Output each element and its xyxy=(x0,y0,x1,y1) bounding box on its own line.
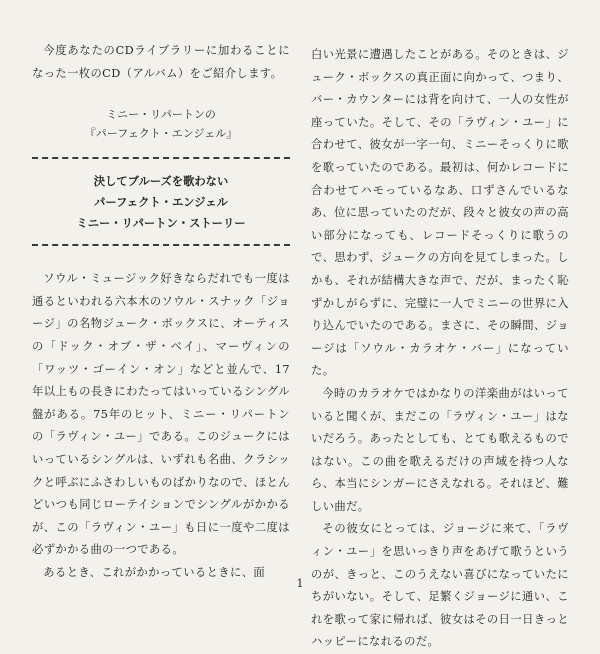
body-paragraph: 白い光景に遭遇したことがある。そのときは、ジューク・ボックスの真正面に向かって、つまり、バー・カウンターには背を向けて、一人の女性が座っていた。そして、その「ラヴィン・ユー」に合わせて、彼女が一字一句、ミニーそっくりに歌を歌っていたのである。最初は、何かレコードに合わせてハモっているなあ、口ずさんでいるなあ、位に思っていたのだが、段々と彼女の声の高い部分になっても、レコードそっくりに歌うので、思わず、ジュークの方向を見てしまった。しかも、それが結構大きな声で、だが、まったく恥ずかしがらずに、完璧に一人でミニーの世界に入り込んでいたのである。まさに、その瞬間、ジョージは「ソウル・カラオケ・バー」になっていた。 xyxy=(311,48,569,378)
body-paragraph: その彼女にとっては、ジョージに来て、「ラヴィン・ユー」を思いっきり声をあげて歌うというのが、きっと、このうえない喜びになっていたにちがいない。そして、足繁くジョージに通い、これを歌って家に帰れば、彼女はその日一日きっとハッピーになれるのだ。 xyxy=(311,522,569,649)
right-column xyxy=(311,44,569,654)
artist-line: ミニー・リパートンの xyxy=(106,108,216,122)
album-title: 『パーフェクト・エンジェル』 xyxy=(84,127,238,141)
article-title-line: 決してブルーズを歌わない xyxy=(93,175,229,189)
page-number: 1 xyxy=(296,577,304,590)
left-column xyxy=(32,40,290,585)
article-title-block xyxy=(32,171,290,234)
album-subject xyxy=(32,105,290,143)
body-paragraph: 今時のカラオケではかなりの洋楽曲がはいっていると聞くが、まだこの「ラヴィン・ユー」はないだろう。あったとしても、とても歌えるものではない。この曲を歌えるだけの声域を持つ人なら、本当にシンガーにさえなれる。それほど、難しい曲だ。 xyxy=(311,386,569,513)
body-paragraph: ソウル・ミュージック好きならだれでも一度は通るといわれる六本木のソウル・スナック「ジョージ」の名物ジューク・ボックスに、オーティスの「ドック・オブ・ザ・ベイ」、マーヴィンの「ワッツ・ゴーイン・オン」などと並んで、17年以上もの長きにわたってはいっているシングル盤がある。75年のヒット、ミニー・リパートンの「ラヴィン・ユー」である。このジュークにはいっているシングルは、いずれも名曲、クラシックと呼ぶにふさわしいものばかりなので、ほとんどいつも同じローテイションでシングルがかかるが、この「ラヴィン・ユー」も日に一度や二度は必ずかかる曲の一つである。 xyxy=(32,272,290,557)
article-title-line: パーフェクト・エンジェル xyxy=(94,196,228,210)
article-title-line: ミニー・リパートン・ストーリー xyxy=(76,217,246,231)
body-paragraph: あるとき、これがかかっているときに、面 xyxy=(43,565,266,579)
intro-paragraph: 今度あなたのCDライブラリーに加わることになった一枚のCD（アルバム）をご紹介します。 xyxy=(32,44,290,80)
dashed-divider-bottom xyxy=(32,244,290,246)
dashed-divider-top xyxy=(32,157,290,159)
